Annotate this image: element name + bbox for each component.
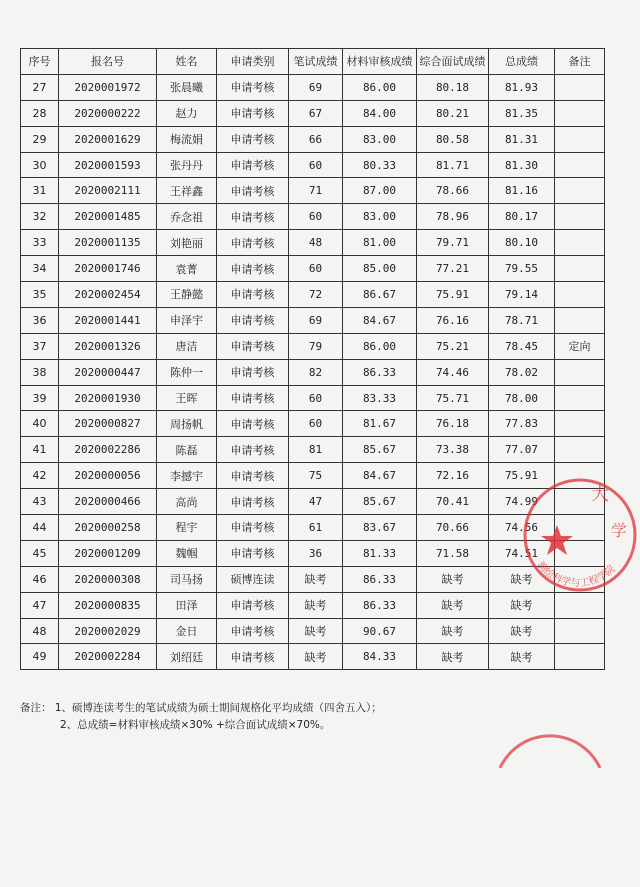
row-name: 田泽 <box>157 592 217 618</box>
row-type: 申请考核 <box>217 618 289 644</box>
table-row <box>21 411 605 437</box>
row-no: 46 <box>21 566 59 592</box>
row-name: 赵力 <box>157 100 217 126</box>
seal-text-bottom: 测绘科学与工程学院 <box>534 559 618 590</box>
seal-text-top: 大 <box>591 484 609 505</box>
row-name: 王祥鑫 <box>157 178 217 204</box>
row-interview: 78.96 <box>417 204 489 230</box>
row-name: 高尚 <box>157 489 217 515</box>
row-material: 86.33 <box>343 592 417 618</box>
row-interview: 80.58 <box>417 126 489 152</box>
row-type: 申请考核 <box>217 592 289 618</box>
row-no: 41 <box>21 437 59 463</box>
row-written: 60 <box>289 256 343 282</box>
row-id: 2020000308 <box>59 566 157 592</box>
row-written: 72 <box>289 282 343 308</box>
row-interview: 79.71 <box>417 230 489 256</box>
row-type: 申请考核 <box>217 204 289 230</box>
row-type: 申请考核 <box>217 307 289 333</box>
row-remark <box>555 152 605 178</box>
row-interview: 76.16 <box>417 307 489 333</box>
row-remark <box>555 204 605 230</box>
row-id: 2020002286 <box>59 437 157 463</box>
row-interview: 缺考 <box>417 618 489 644</box>
row-remark <box>555 100 605 126</box>
row-total: 75.91 <box>489 463 555 489</box>
row-type: 申请考核 <box>217 411 289 437</box>
row-no: 27 <box>21 74 59 100</box>
row-no: 38 <box>21 359 59 385</box>
header-interview: 综合面试成绩 <box>417 49 489 75</box>
row-name: 程宇 <box>157 515 217 541</box>
header-type: 申请类别 <box>217 49 289 75</box>
table-row <box>21 644 605 670</box>
row-material: 90.67 <box>343 618 417 644</box>
seal-text-right: 学 <box>611 521 628 540</box>
row-interview: 78.66 <box>417 178 489 204</box>
row-interview: 76.18 <box>417 411 489 437</box>
header-written: 笔试成绩 <box>289 49 343 75</box>
table-row <box>21 437 605 463</box>
row-type: 申请考核 <box>217 540 289 566</box>
row-id: 2020001209 <box>59 540 157 566</box>
row-total: 81.31 <box>489 126 555 152</box>
table-row <box>21 359 605 385</box>
row-material: 83.00 <box>343 126 417 152</box>
row-id: 2020001930 <box>59 385 157 411</box>
row-interview: 73.38 <box>417 437 489 463</box>
row-material: 83.33 <box>343 385 417 411</box>
row-written: 60 <box>289 411 343 437</box>
row-total: 缺考 <box>489 566 555 592</box>
row-id: 2020000056 <box>59 463 157 489</box>
row-material: 84.33 <box>343 644 417 670</box>
row-remark <box>555 307 605 333</box>
header-material: 材料审核成绩 <box>343 49 417 75</box>
row-id: 2020001972 <box>59 74 157 100</box>
row-total: 81.30 <box>489 152 555 178</box>
row-remark <box>555 359 605 385</box>
row-written: 81 <box>289 437 343 463</box>
row-no: 30 <box>21 152 59 178</box>
row-name: 王静懿 <box>157 282 217 308</box>
row-type: 申请考核 <box>217 282 289 308</box>
row-no: 42 <box>21 463 59 489</box>
row-material: 86.00 <box>343 333 417 359</box>
row-type: 申请考核 <box>217 385 289 411</box>
row-interview: 70.66 <box>417 515 489 541</box>
row-type: 申请考核 <box>217 437 289 463</box>
row-id: 2020001629 <box>59 126 157 152</box>
row-type: 硕博连读 <box>217 566 289 592</box>
row-written: 60 <box>289 385 343 411</box>
row-interview: 80.18 <box>417 74 489 100</box>
header-remark: 备注 <box>555 49 605 75</box>
row-no: 48 <box>21 618 59 644</box>
table-row <box>21 230 605 256</box>
row-total: 74.51 <box>489 540 555 566</box>
row-name: 王晖 <box>157 385 217 411</box>
row-total: 78.00 <box>489 385 555 411</box>
row-written: 69 <box>289 74 343 100</box>
row-name: 申泽宇 <box>157 307 217 333</box>
row-name: 周扬帆 <box>157 411 217 437</box>
row-name: 陈仲一 <box>157 359 217 385</box>
row-name: 刘艳丽 <box>157 230 217 256</box>
row-id: 2020000258 <box>59 515 157 541</box>
row-material: 86.00 <box>343 74 417 100</box>
row-remark <box>555 74 605 100</box>
row-remark <box>555 282 605 308</box>
row-remark <box>555 126 605 152</box>
row-no: 33 <box>21 230 59 256</box>
table-row <box>21 307 605 333</box>
row-remark: 定向 <box>555 333 605 359</box>
row-total: 79.14 <box>489 282 555 308</box>
row-id: 2020000447 <box>59 359 157 385</box>
row-name: 司马扬 <box>157 566 217 592</box>
row-interview: 81.71 <box>417 152 489 178</box>
row-type: 申请考核 <box>217 230 289 256</box>
row-id: 2020000466 <box>59 489 157 515</box>
row-written: 67 <box>289 100 343 126</box>
row-id: 2020001746 <box>59 256 157 282</box>
row-type: 申请考核 <box>217 463 289 489</box>
row-interview: 77.21 <box>417 256 489 282</box>
row-remark <box>555 618 605 644</box>
table-row <box>21 333 605 359</box>
row-written: 79 <box>289 333 343 359</box>
row-no: 40 <box>21 411 59 437</box>
row-interview: 75.21 <box>417 333 489 359</box>
row-type: 申请考核 <box>217 152 289 178</box>
row-written: 82 <box>289 359 343 385</box>
row-remark <box>555 644 605 670</box>
row-no: 43 <box>21 489 59 515</box>
official-seal <box>515 470 640 600</box>
row-name: 张丹丹 <box>157 152 217 178</box>
row-written: 60 <box>289 204 343 230</box>
row-total: 77.07 <box>489 437 555 463</box>
row-total: 79.55 <box>489 256 555 282</box>
row-name: 袁菁 <box>157 256 217 282</box>
row-interview: 75.71 <box>417 385 489 411</box>
row-total: 78.71 <box>489 307 555 333</box>
row-remark <box>555 411 605 437</box>
row-name: 张晨曦 <box>157 74 217 100</box>
row-no: 36 <box>21 307 59 333</box>
row-material: 80.33 <box>343 152 417 178</box>
row-total: 78.45 <box>489 333 555 359</box>
row-material: 85.00 <box>343 256 417 282</box>
row-material: 84.67 <box>343 463 417 489</box>
row-total: 81.16 <box>489 178 555 204</box>
row-written: 36 <box>289 540 343 566</box>
row-id: 2020000835 <box>59 592 157 618</box>
row-written: 60 <box>289 152 343 178</box>
row-id: 2020002454 <box>59 282 157 308</box>
row-written: 缺考 <box>289 592 343 618</box>
row-no: 32 <box>21 204 59 230</box>
seal-star-icon <box>541 525 573 555</box>
row-type: 申请考核 <box>217 74 289 100</box>
row-written: 缺考 <box>289 644 343 670</box>
row-total: 74.99 <box>489 489 555 515</box>
row-total: 缺考 <box>489 644 555 670</box>
table-row <box>21 204 605 230</box>
row-id: 2020000222 <box>59 100 157 126</box>
row-written: 66 <box>289 126 343 152</box>
row-material: 86.67 <box>343 282 417 308</box>
row-no: 34 <box>21 256 59 282</box>
row-id: 2020001135 <box>59 230 157 256</box>
row-no: 31 <box>21 178 59 204</box>
row-interview: 72.16 <box>417 463 489 489</box>
row-type: 申请考核 <box>217 515 289 541</box>
row-no: 49 <box>21 644 59 670</box>
row-type: 申请考核 <box>217 359 289 385</box>
row-no: 47 <box>21 592 59 618</box>
row-written: 61 <box>289 515 343 541</box>
row-written: 69 <box>289 307 343 333</box>
row-material: 84.67 <box>343 307 417 333</box>
table-row <box>21 74 605 100</box>
row-id: 2020002029 <box>59 618 157 644</box>
row-written: 缺考 <box>289 618 343 644</box>
footnotes <box>20 700 382 734</box>
row-no: 35 <box>21 282 59 308</box>
row-remark <box>555 178 605 204</box>
header-no: 序号 <box>21 49 59 75</box>
row-written: 71 <box>289 178 343 204</box>
row-interview: 71.58 <box>417 540 489 566</box>
row-written: 缺考 <box>289 566 343 592</box>
row-interview: 74.46 <box>417 359 489 385</box>
row-interview: 80.21 <box>417 100 489 126</box>
row-name: 刘绍廷 <box>157 644 217 670</box>
table-row <box>21 618 605 644</box>
row-no: 44 <box>21 515 59 541</box>
row-name: 金日 <box>157 618 217 644</box>
row-type: 申请考核 <box>217 256 289 282</box>
table-row <box>21 256 605 282</box>
row-material: 81.33 <box>343 540 417 566</box>
table-row <box>21 385 605 411</box>
row-name: 陈磊 <box>157 437 217 463</box>
lower-seal-fragment <box>490 728 610 768</box>
row-total: 缺考 <box>489 618 555 644</box>
row-id: 2020002111 <box>59 178 157 204</box>
row-remark <box>555 256 605 282</box>
row-total: 缺考 <box>489 592 555 618</box>
row-type: 申请考核 <box>217 489 289 515</box>
row-material: 81.00 <box>343 230 417 256</box>
row-material: 85.67 <box>343 437 417 463</box>
table-row <box>21 282 605 308</box>
row-id: 2020001326 <box>59 333 157 359</box>
row-interview: 缺考 <box>417 644 489 670</box>
row-total: 77.83 <box>489 411 555 437</box>
header-total: 总成绩 <box>489 49 555 75</box>
row-material: 85.67 <box>343 489 417 515</box>
row-total: 80.17 <box>489 204 555 230</box>
row-name: 唐洁 <box>157 333 217 359</box>
row-type: 申请考核 <box>217 644 289 670</box>
table-row <box>21 100 605 126</box>
row-name: 李撼宇 <box>157 463 217 489</box>
row-interview: 缺考 <box>417 592 489 618</box>
row-name: 梅流娟 <box>157 126 217 152</box>
row-written: 48 <box>289 230 343 256</box>
header-name: 姓名 <box>157 49 217 75</box>
row-remark <box>555 437 605 463</box>
table-row <box>21 178 605 204</box>
row-material: 83.67 <box>343 515 417 541</box>
table-header-row <box>21 49 605 75</box>
row-material: 81.67 <box>343 411 417 437</box>
row-id: 2020001485 <box>59 204 157 230</box>
row-remark <box>555 230 605 256</box>
row-name: 乔念祖 <box>157 204 217 230</box>
row-interview: 75.91 <box>417 282 489 308</box>
table-row <box>21 126 605 152</box>
row-type: 申请考核 <box>217 178 289 204</box>
row-no: 39 <box>21 385 59 411</box>
row-interview: 70.41 <box>417 489 489 515</box>
row-id: 2020002284 <box>59 644 157 670</box>
row-total: 74.56 <box>489 515 555 541</box>
row-material: 86.33 <box>343 359 417 385</box>
row-id: 2020001593 <box>59 152 157 178</box>
row-no: 45 <box>21 540 59 566</box>
row-material: 83.00 <box>343 204 417 230</box>
row-material: 86.33 <box>343 566 417 592</box>
row-no: 37 <box>21 333 59 359</box>
row-type: 申请考核 <box>217 126 289 152</box>
header-id: 报名号 <box>59 49 157 75</box>
row-no: 29 <box>21 126 59 152</box>
row-type: 申请考核 <box>217 100 289 126</box>
row-total: 81.35 <box>489 100 555 126</box>
row-material: 84.00 <box>343 100 417 126</box>
row-written: 47 <box>289 489 343 515</box>
footnote-1: 备注： 1、硕博连读考生的笔试成绩为硕士期间规格化平均成绩（四舍五入）； <box>20 702 382 714</box>
row-total: 80.10 <box>489 230 555 256</box>
row-total: 81.93 <box>489 74 555 100</box>
footnote-2: 2、总成绩=材料审核成绩×30% +综合面试成绩×70%。 <box>60 719 331 731</box>
row-total: 78.02 <box>489 359 555 385</box>
row-type: 申请考核 <box>217 333 289 359</box>
row-name: 魏帼 <box>157 540 217 566</box>
row-id: 2020000827 <box>59 411 157 437</box>
row-interview: 缺考 <box>417 566 489 592</box>
table-row <box>21 152 605 178</box>
row-remark <box>555 385 605 411</box>
row-id: 2020001441 <box>59 307 157 333</box>
row-material: 87.00 <box>343 178 417 204</box>
row-no: 28 <box>21 100 59 126</box>
row-written: 75 <box>289 463 343 489</box>
